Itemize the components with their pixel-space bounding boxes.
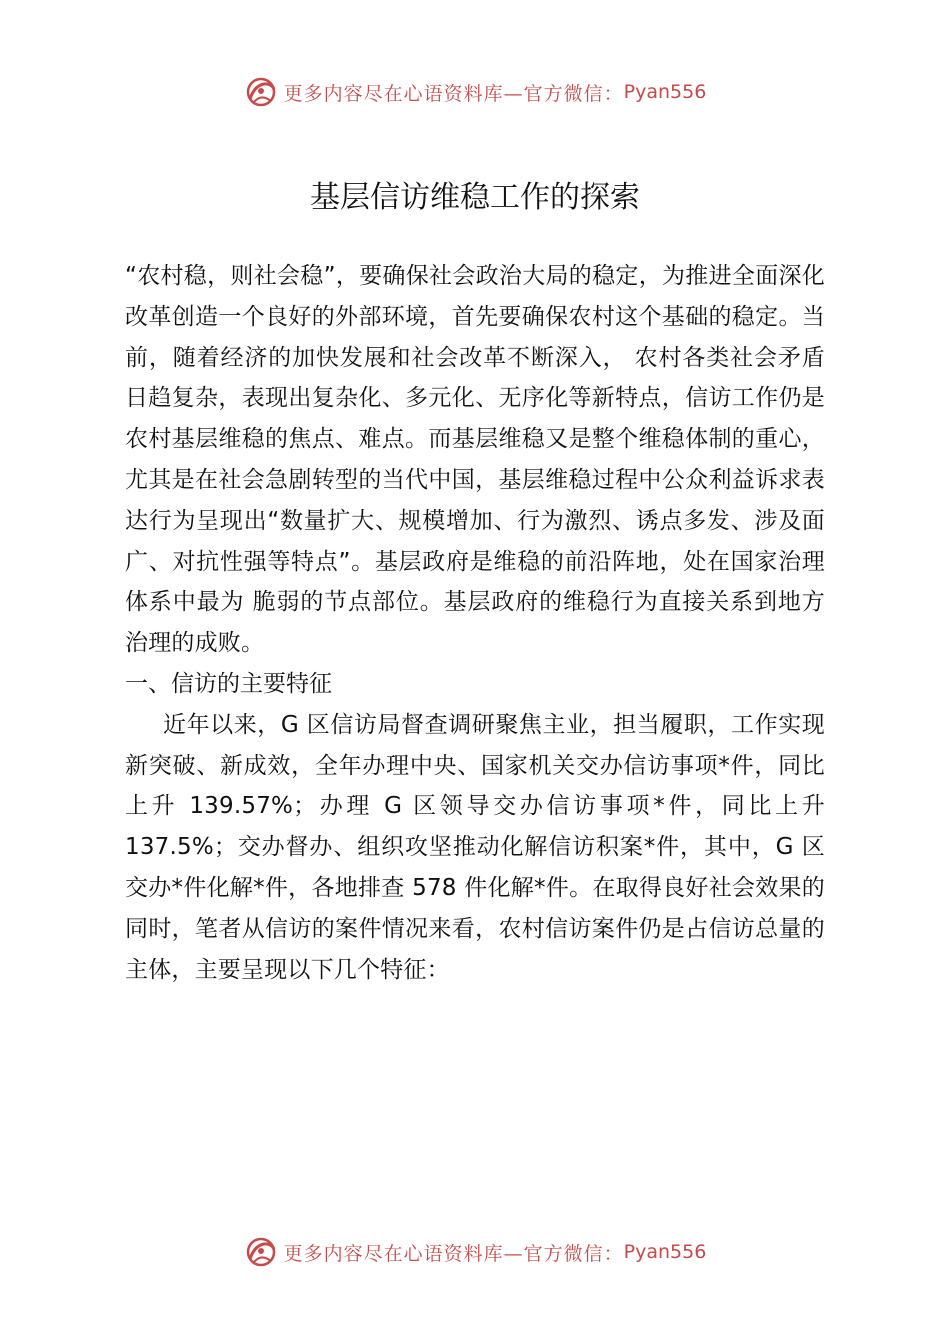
document-body	[125, 256, 825, 990]
section-paragraph: 近年以来，G 区信访局督查调研聚焦主业，担当履职，工作实现新突破、新成效，全年办理中央、国家机关交办信访事项*件，同比上升 139.57%；办理 G 区领导交办信访事项*件，同比上升 137.5%；交办督办、组织攻坚推动化解信访积案*件，其中，G 区交办*件化解*件，各地排查 578 件化解*件。在取得良好社会效果的同时，笔者从信访的案件情况来看，农村信访案件仍是占信访总量的主体，主要呈现以下几个特征：	[125, 711, 825, 983]
footer-banner	[0, 1230, 950, 1274]
header-banner	[0, 70, 950, 114]
intro-paragraph: “农村稳，则社会稳”，要确保社会政治大局的稳定，为推进全面深化改革创造一个良好的外部环境，首先要确保农村这个基础的稳定。当前，随着经济的加快发展和社会改革不断深入， 农村各类社会矛盾日趋复杂，表现出复杂化、多元化、无序化等新特点，信访工作仍是农村基层维稳的焦点、难点。而基层维稳又是整个维稳体制的重心，尤其是在社会急剧转型的当代中国，基层维稳过程中公众利益诉求表达行为呈现出“数量扩大、规模增加、行为激烈、诱点多发、涉及面广、对抗性强等特点”。基层政府是维稳的前沿阵地，处在国家治理体系中最为 脆弱的节点部位。基层政府的维稳行为直接关系到地方治理的成败。	[125, 263, 825, 657]
banner-wechat-id: Pyan556	[623, 1241, 707, 1263]
banner-text: 更多内容尽在心语资料库—官方微信：	[283, 82, 624, 105]
section-heading: 一、信访的主要特征	[125, 670, 332, 697]
swirl-logo-icon	[244, 75, 278, 109]
swirl-logo-icon	[244, 1235, 278, 1269]
document-title: 基层信访维稳工作的探索	[310, 180, 640, 215]
banner-text: 更多内容尽在心语资料库—官方微信：	[283, 1242, 624, 1265]
banner-wechat-id: Pyan556	[623, 81, 707, 103]
